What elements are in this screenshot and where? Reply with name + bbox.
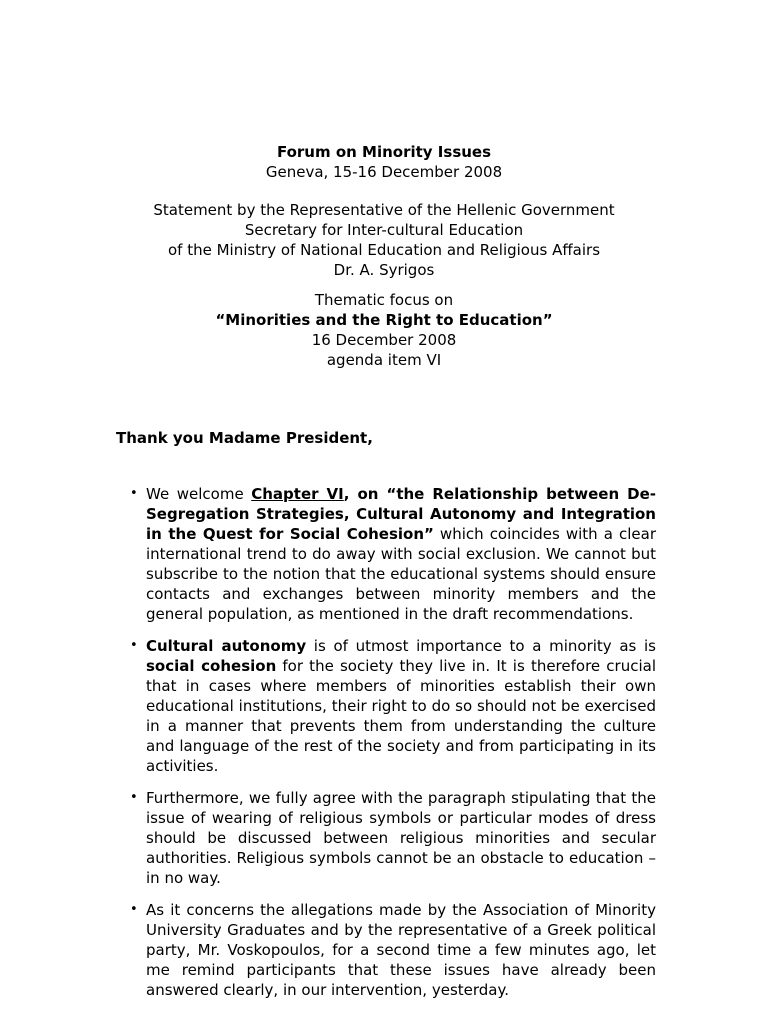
bullet-list — [130, 484, 656, 1012]
list-item — [130, 900, 656, 1000]
thematic-date: 16 December 2008 — [311, 331, 457, 349]
emphasis-cultural-autonomy: Cultural autonomy — [146, 637, 307, 655]
bullet-text-part: is of utmost importance to a minority as is — [306, 637, 656, 655]
statement-block — [0, 200, 768, 280]
bullet-icon: • — [130, 902, 138, 917]
place-date: Geneva, 15-16 December 2008 — [265, 163, 503, 181]
list-item — [130, 636, 656, 776]
statement-line-2: Secretary for Inter-cultural Education — [244, 221, 524, 239]
bullet-icon: • — [130, 790, 138, 805]
chapter-reference: Chapter VI — [251, 485, 344, 503]
bullet-text-part: for the society they live in. It is therefore crucial that in cases where members of minorities establish their own educational institutions, their right to do so should not be exercised in a manner that prevents them from understanding the culture and language of the rest of the society and from participating in its activities. — [146, 657, 656, 775]
chapter-title: , on “the Relationship between De-Segregation Strategies, Cultural Autonomy and Integration in the Quest for Social Cohesion” — [146, 485, 656, 543]
statement-line-4: Dr. A. Syrigos — [333, 261, 435, 279]
forum-title: Forum on Minority Issues — [276, 143, 492, 161]
bullet-text-part: We welcome — [146, 485, 252, 503]
bullet-text — [146, 636, 656, 776]
bullet-text — [146, 484, 656, 624]
forum-header — [0, 142, 768, 182]
list-item — [130, 484, 656, 624]
statement-line-1: Statement by the Representative of the Hellenic Government — [153, 201, 615, 219]
bullet-text-part: which coincides with a clear international trend to do away with social exclusion. We cannot but subscribe to the notion that the educational systems should ensure contacts and exchanges between minority members and the general population, as mentioned in the draft recommendations. — [146, 525, 656, 623]
list-item — [130, 788, 656, 888]
thematic-block — [0, 290, 768, 370]
agenda-item: agenda item VI — [326, 351, 442, 369]
statement-line-3: of the Ministry of National Education and Religious Affairs — [167, 241, 601, 259]
bullet-icon: • — [130, 638, 138, 653]
bullet-icon: • — [130, 486, 138, 501]
greeting: Thank you Madame President, — [116, 429, 373, 447]
thematic-title: “Minorities and the Right to Education” — [215, 311, 553, 329]
bullet-text: Furthermore, we fully agree with the paragraph stipulating that the issue of wearing of religious symbols or particular modes of dress should be discussed between religious minorities and secular authorities. Religious symbols cannot be an obstacle to education – in no way. — [146, 789, 656, 887]
emphasis-social-cohesion: social cohesion — [146, 657, 277, 675]
thematic-intro: Thematic focus on — [314, 291, 454, 309]
bullet-text: As it concerns the allegations made by the Association of Minority University Graduates and by the representative of a Greek political party, Mr. Voskopoulos, for a second time a few minutes ago, let me remind participants that these issues have already been answered clearly, in our intervention, yesterday. — [146, 901, 656, 999]
